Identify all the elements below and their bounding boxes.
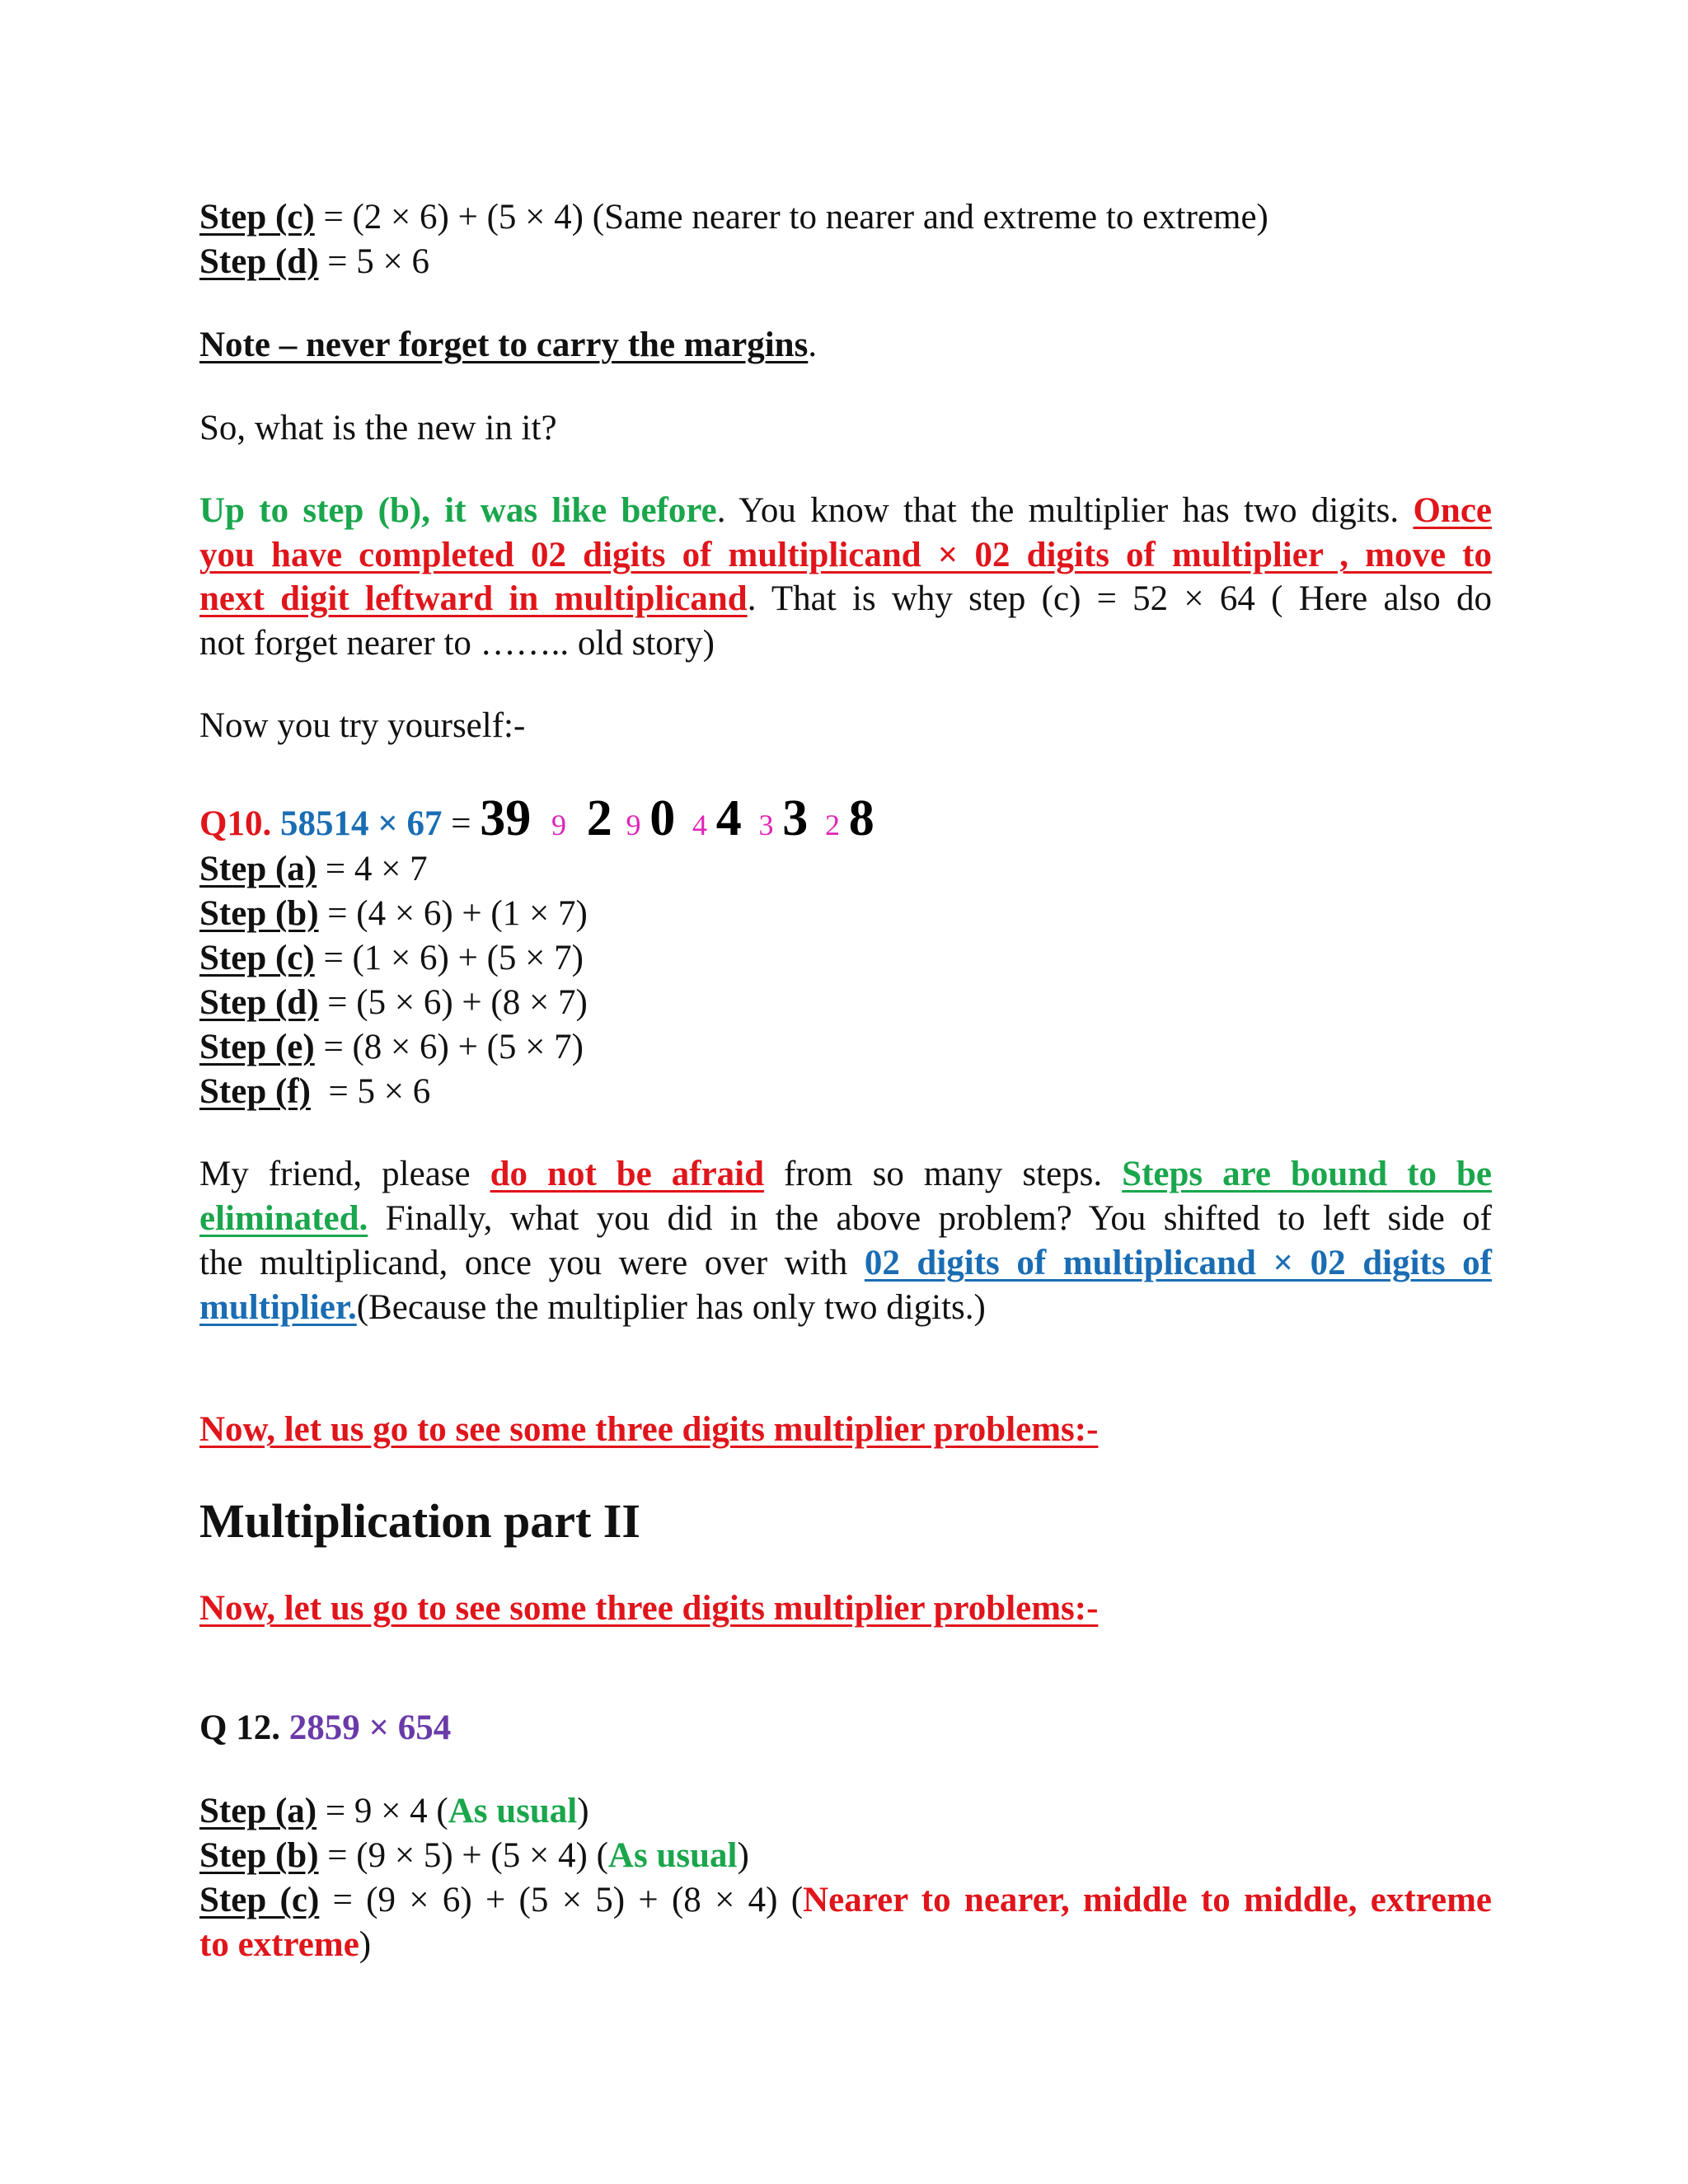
answer-digit: 2 <box>586 790 612 846</box>
answer-digit: 39 <box>480 790 532 846</box>
q10-step-a <box>199 847 428 892</box>
step-label: Step (a) <box>199 1792 317 1830</box>
q10-problem: 58514 × 67 <box>279 804 443 843</box>
q10-step-b <box>199 892 588 936</box>
step-text: = (9 × 6) + (5 × 5) + (8 × 4) ( <box>319 1881 804 1919</box>
step-label: Step (d) <box>199 242 319 281</box>
step-text: = (4 × 6) + (1 × 7) <box>318 894 588 933</box>
q12-label: Q 12. <box>199 1708 280 1747</box>
q12-step-c <box>199 1878 1492 1923</box>
note-text: Note – never forget to carry the margins <box>199 326 809 364</box>
step-note: As usual <box>448 1792 578 1830</box>
explain-text: . That is why step (c) = 52 × 64 ( Here also do <box>747 579 1492 618</box>
explain-red: you have completed 02 digits of multiplicand × 02 digits of multiplier , move to <box>199 536 1492 574</box>
note-tail: . <box>808 326 818 364</box>
step-label: Step (e) <box>199 1028 315 1066</box>
step-label: Step (a) <box>199 850 317 888</box>
step-text: = 5 × 6 <box>310 1072 431 1111</box>
step-end: ) <box>577 1792 589 1830</box>
explain-text: . You know that the multiplier has two digits. <box>716 491 1414 530</box>
step-text: = 4 × 7 <box>316 850 428 888</box>
step-text: = (1 × 6) + (5 × 7) <box>314 939 584 977</box>
three-digit-heading-1: Now, let us go to see some three digits multiplier problems:- <box>199 1410 1099 1449</box>
friend-line-1 <box>199 1152 1492 1197</box>
q10-step-d <box>199 981 588 1025</box>
friend-blue: multiplier. <box>199 1288 357 1327</box>
step-end: ) <box>737 1836 749 1875</box>
friend-blue: 02 digits of multiplicand × 02 digits of <box>864 1244 1492 1282</box>
step-text: = 5 × 6 <box>318 242 430 281</box>
three-digit-heading-2: Now, let us go to see some three digits multiplier problems:- <box>199 1589 1099 1628</box>
q10-step-c <box>199 936 584 981</box>
explain-red: Once <box>1413 491 1492 530</box>
carry-digit: 9 <box>626 808 641 841</box>
answer-digit: 4 <box>715 790 742 846</box>
q10-equals: = <box>442 804 481 843</box>
q12-step-a <box>199 1789 589 1834</box>
explain-line-4: not forget nearer to …….. old story) <box>199 624 715 663</box>
friend-red: do not be afraid <box>490 1155 765 1193</box>
friend-green: Steps are bound to be <box>1122 1155 1493 1193</box>
question-new: So, what is the new in it? <box>199 409 557 448</box>
step-text: = (9 × 5) + (5 × 4) ( <box>318 1836 608 1875</box>
friend-line-4 <box>199 1286 986 1330</box>
q12-step-c-cont <box>199 1923 371 1967</box>
step-label: Step (b) <box>199 894 319 933</box>
step-label: Step (c) <box>199 1881 320 1919</box>
q10-label: Q10. <box>199 804 272 843</box>
friend-text: from so many steps. <box>764 1155 1123 1193</box>
friend-line-3 <box>199 1241 1492 1286</box>
step-note: to extreme <box>199 1925 359 1964</box>
section-heading: Multiplication part II <box>199 1494 640 1548</box>
q12-line <box>199 1706 451 1750</box>
step-c-line <box>199 195 1268 240</box>
step-end: ) <box>359 1925 372 1964</box>
answer-digit: 8 <box>848 790 874 846</box>
step-label: Step (c) <box>199 198 315 237</box>
step-note: As usual <box>607 1836 738 1875</box>
step-text: = (5 × 6) + (8 × 7) <box>318 983 588 1022</box>
friend-text: (Because the multiplier has only two digits.) <box>356 1288 986 1327</box>
step-d-line <box>199 240 429 284</box>
q10-step-f <box>199 1070 430 1114</box>
step-label: Step (f) <box>199 1072 311 1111</box>
step-note: Nearer to nearer, middle to middle, extreme <box>803 1881 1492 1919</box>
q12-problem: 2859 × 654 <box>288 1708 452 1747</box>
answer-digit: 0 <box>649 790 676 846</box>
step-label: Step (d) <box>199 983 319 1022</box>
carry-digit: 3 <box>758 808 774 841</box>
step-text: = (2 × 6) + (5 × 4) (Same nearer to nearer and extreme to extreme) <box>314 198 1268 237</box>
explain-red: next digit leftward in multiplicand <box>199 579 748 618</box>
friend-text: Finally, what you did in the above problem? You shifted to left side of <box>368 1199 1492 1238</box>
explain-line-1 <box>199 489 1492 533</box>
q12-step-b <box>199 1834 749 1878</box>
explain-line-2 <box>199 533 1492 578</box>
step-text: = 9 × 4 ( <box>316 1792 448 1830</box>
note-line <box>199 323 817 368</box>
step-label: Step (c) <box>199 939 315 977</box>
step-text: = (8 × 6) + (5 × 7) <box>314 1028 584 1066</box>
explain-green: Up to step (b), it was like before <box>199 491 717 530</box>
q10-line <box>199 787 874 851</box>
carry-digit: 2 <box>824 808 840 841</box>
step-label: Step (b) <box>199 1836 319 1875</box>
friend-text: the multiplicand, once you were over with <box>199 1244 865 1282</box>
answer-digit: 3 <box>782 790 809 846</box>
explain-line-3 <box>199 577 1492 621</box>
friend-text: My friend, please <box>199 1155 490 1193</box>
friend-green: eliminated. <box>199 1199 368 1238</box>
friend-line-2 <box>199 1197 1492 1241</box>
try-yourself: Now you try yourself:- <box>199 706 526 745</box>
carry-digit: 4 <box>692 808 707 841</box>
carry-digit: 9 <box>551 808 566 841</box>
q10-step-e <box>199 1025 584 1070</box>
